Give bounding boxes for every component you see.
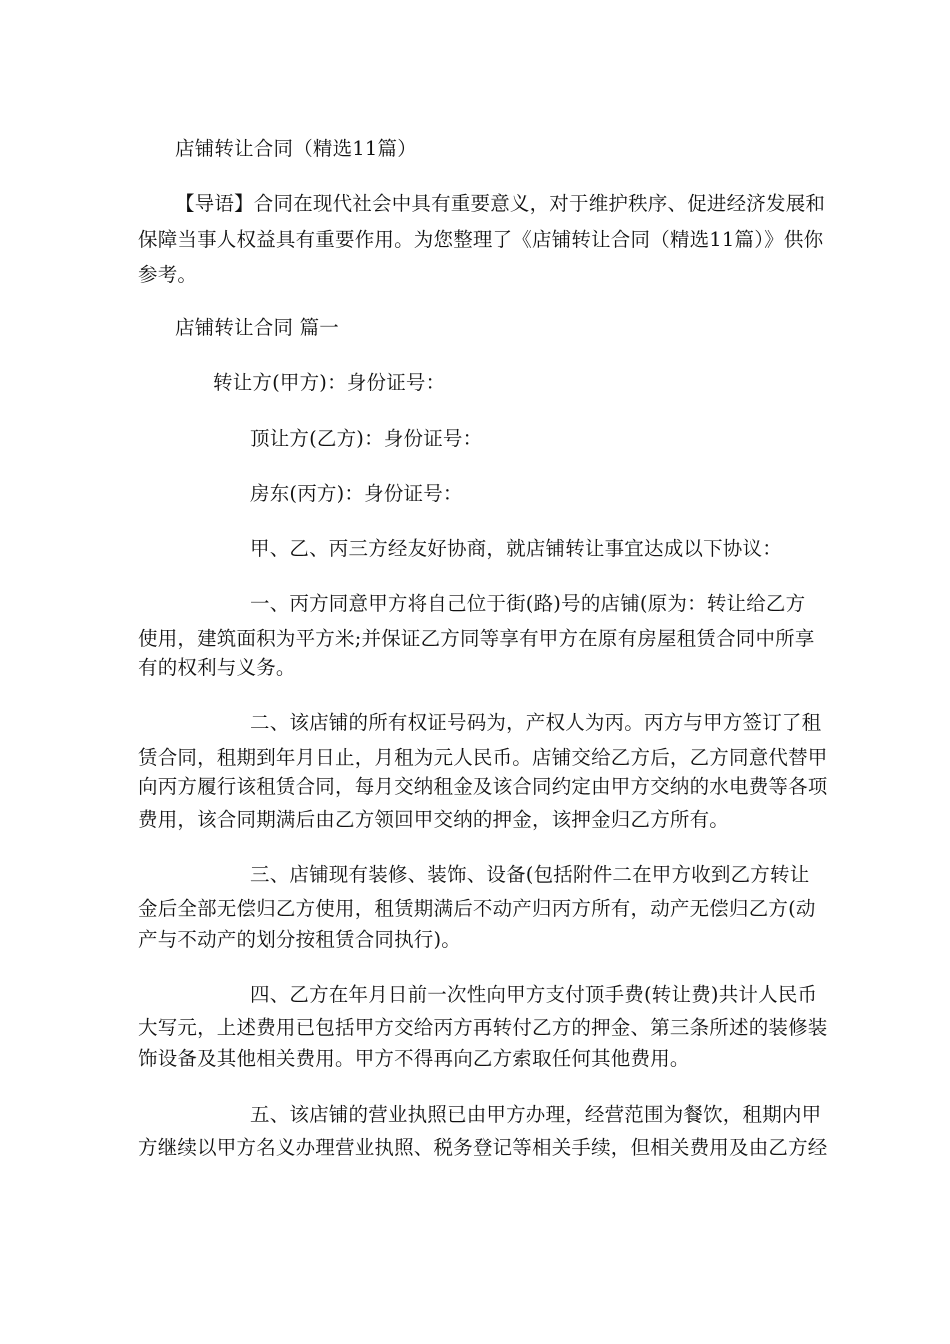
clause-2-line-3: 向丙方履行该租赁合同，每月交纳租金及该合同约定由甲方交纳的水电费等各项	[138, 775, 828, 798]
clause-1-line-3: 有的权利与义务。	[138, 656, 296, 679]
clause-2-line-2: 赁合同，租期到年月日止，月租为元人民币。店铺交给乙方后，乙方同意代替甲	[138, 746, 828, 769]
clause-3-line-3: 产与不动产的划分按租赁合同执行)。	[138, 928, 462, 951]
document-title: 店铺转让合同（精选11篇）	[175, 137, 417, 160]
section-heading: 店铺转让合同 篇一	[175, 316, 339, 339]
party-a-line: 转让方(甲方)：身份证号：	[213, 371, 446, 394]
clause-4-line-2: 大写元，上述费用已包括甲方交给丙方再转付乙方的押金、第三条所述的装修装	[138, 1016, 828, 1039]
clause-4-line-1: 四、乙方在年月日前一次性向甲方支付顶手费(转让费)共计人民币	[250, 983, 818, 1006]
clause-5-line-2: 方继续以甲方名义办理营业执照、税务登记等相关手续，但相关费用及由乙方经	[138, 1136, 828, 1159]
intro-line-2: 保障当事人权益具有重要作用。为您整理了《店铺转让合同（精选11篇）》供你	[138, 228, 824, 251]
clause-1-line-1: 一、丙方同意甲方将自己位于街(路)号的店铺(原为：转让给乙方	[250, 592, 806, 615]
party-b-line: 顶让方(乙方)：身份证号：	[250, 427, 483, 450]
clause-3-line-1: 三、店铺现有装修、装饰、设备(包括附件二在甲方收到乙方转让	[250, 863, 810, 886]
party-c-line: 房东(丙方)：身份证号：	[250, 482, 463, 505]
clause-4-line-3: 饰设备及其他相关费用。甲方不得再向乙方索取任何其他费用。	[138, 1047, 690, 1070]
agreement-intro: 甲、乙、丙三方经友好协商，就店铺转让事宜达成以下协议：	[250, 537, 782, 560]
intro-line-3: 参考。	[138, 263, 198, 286]
clause-2-line-4: 费用，该合同期满后由乙方领回甲交纳的押金，该押金归乙方所有。	[138, 808, 730, 831]
clause-5-line-1: 五、该店铺的营业执照已由甲方办理，经营范围为餐饮，租期内甲	[250, 1103, 822, 1126]
clause-2-line-1: 二、该店铺的所有权证号码为，产权人为丙。丙方与甲方签订了租	[250, 711, 822, 734]
intro-line-1: 【导语】合同在现代社会中具有重要意义，对于维护秩序、促进经济发展和	[175, 192, 826, 215]
clause-3-line-2: 金后全部无偿归乙方使用，租赁期满后不动产归丙方所有，动产无偿归乙方(动	[138, 897, 816, 920]
clause-1-line-2: 使用，建筑面积为平方米;并保证乙方同等享有甲方在原有房屋租赁合同中所享	[138, 627, 815, 650]
